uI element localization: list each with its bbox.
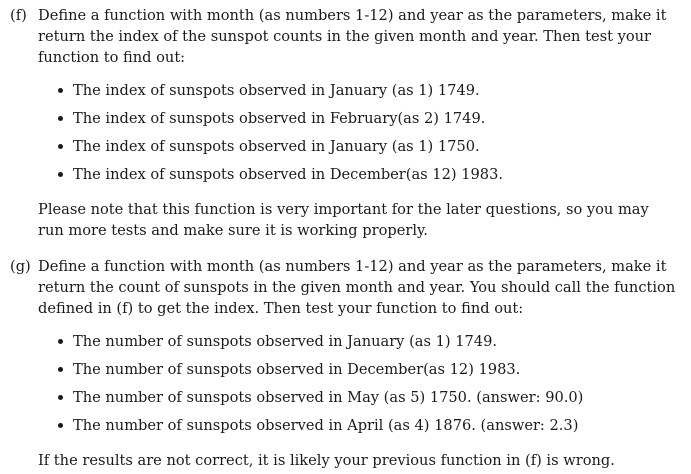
bullet-icon bbox=[58, 423, 63, 428]
list-item-text: The index of sunspots observed in January (as 1) 1749. bbox=[73, 82, 480, 99]
item-label: (f) bbox=[10, 7, 27, 24]
note-line: Please note that this function is very important for the later questions, so you may bbox=[38, 201, 649, 218]
intro-line: Define a function with month (as numbers 1-12) and year as the parameters, make it bbox=[38, 7, 667, 24]
bullet-icon bbox=[58, 116, 63, 121]
list-item-text: The number of sunspots observed in April (as 4) 1876. (answer: 2.3) bbox=[73, 417, 579, 434]
note-line: run more tests and make sure it is working properly. bbox=[38, 222, 428, 239]
bullet-icon bbox=[58, 88, 63, 93]
list-item-text: The number of sunspots observed in January (as 1) 1749. bbox=[73, 333, 497, 350]
list-item-text: The number of sunspots observed in May (as 5) 1750. (answer: 90.0) bbox=[73, 389, 584, 406]
list-item-text: The index of sunspots observed in December(as 12) 1983. bbox=[73, 166, 503, 183]
intro-line: function to find out: bbox=[38, 49, 186, 66]
item-label: (g) bbox=[10, 258, 31, 275]
list-item-text: The index of sunspots observed in February(as 2) 1749. bbox=[73, 110, 486, 127]
intro-line: return the count of sunspots in the given month and year. You should call the function bbox=[38, 279, 676, 296]
intro-line: Define a function with month (as numbers 1-12) and year as the parameters, make it bbox=[38, 258, 667, 275]
note-line: If the results are not correct, it is likely your previous function in (f) is wrong. bbox=[38, 452, 615, 469]
bullet-icon bbox=[58, 144, 63, 149]
intro-line: return the index of the sunspot counts in the given month and year. Then test your bbox=[38, 28, 651, 45]
bullet-icon bbox=[58, 172, 63, 177]
bullet-icon bbox=[58, 339, 63, 344]
list-item-text: The index of sunspots observed in January (as 1) 1750. bbox=[73, 138, 480, 155]
intro-line: defined in (f) to get the index. Then test your function to find out: bbox=[38, 300, 524, 317]
bullet-icon bbox=[58, 395, 63, 400]
list-item-text: The number of sunspots observed in December(as 12) 1983. bbox=[73, 361, 521, 378]
bullet-icon bbox=[58, 367, 63, 372]
